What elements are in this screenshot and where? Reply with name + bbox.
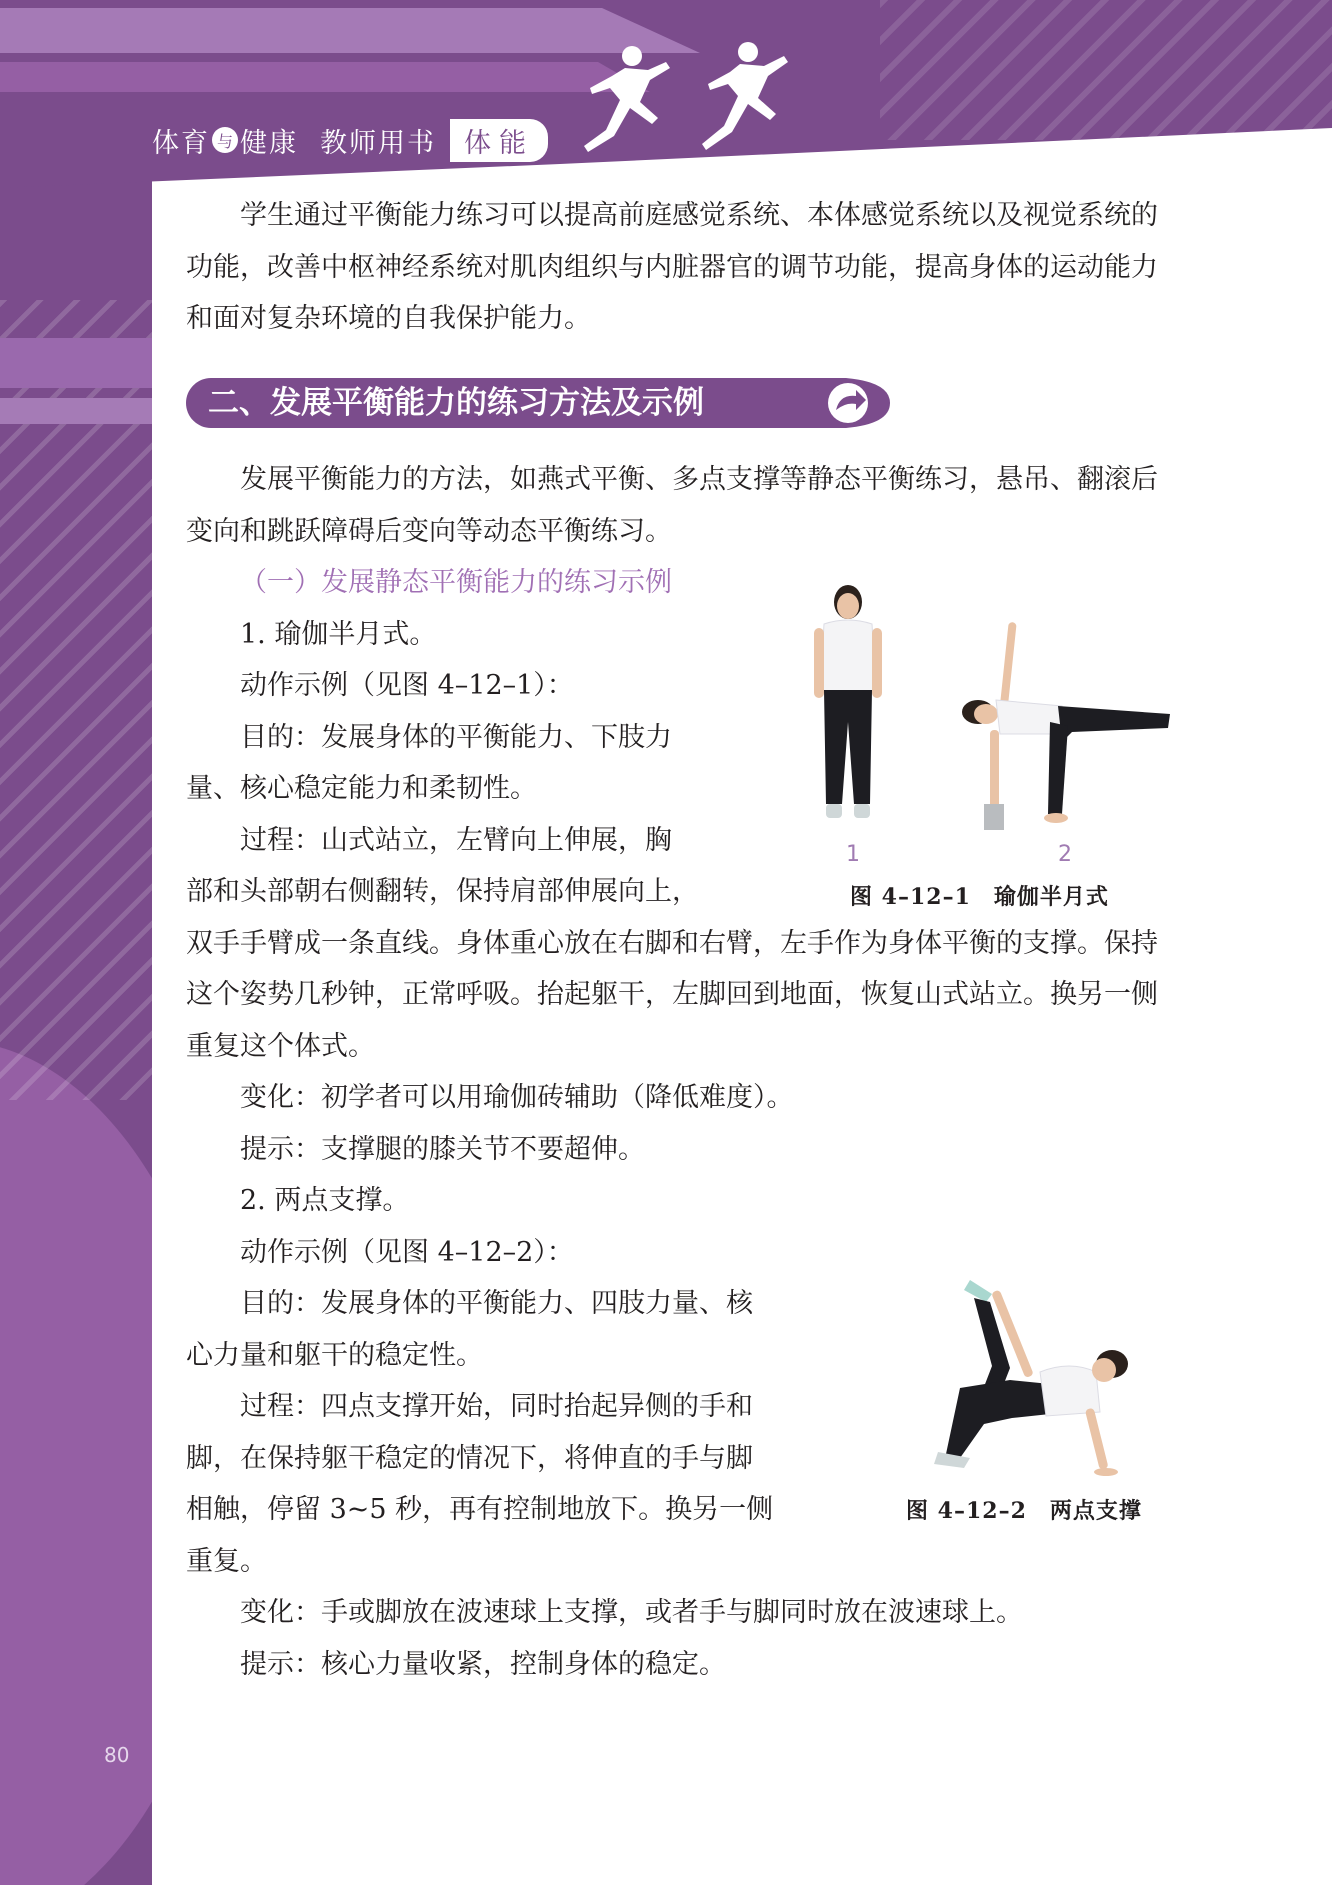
book-title-part2: 健康 xyxy=(240,127,298,159)
ex1-process-line2: 部和头部朝右侧翻转，保持肩部伸展向上， xyxy=(186,876,699,907)
ex2-process-line4: 重复。 xyxy=(186,1545,267,1577)
figure1-step1-number: 1 xyxy=(846,842,860,867)
two-point-figure xyxy=(934,1280,1128,1476)
book-kind: 教师用书 xyxy=(320,127,436,159)
ex2-tip: 提示：核心力量收紧，控制身体的稳定。 xyxy=(240,1648,726,1680)
ex1-example-ref: 动作示例（见图 4–12–1）： xyxy=(240,670,574,701)
ex1-title: 1. 瑜伽半月式。 xyxy=(240,618,437,650)
figure-two-point-support xyxy=(900,1268,1180,1488)
ex1-process-line1: 过程：山式站立，左臂向上伸展，胸 xyxy=(240,824,672,856)
left-margin-decoration xyxy=(0,0,152,1885)
ex2-process-line3: 相触，停留 3~5 秒，再有控制地放下。换另一侧 xyxy=(186,1494,774,1525)
ex2-purpose-line2: 心力量和躯干的稳定性。 xyxy=(186,1339,483,1371)
sub-heading: （一）发展静态平衡能力的练习示例 xyxy=(240,567,672,598)
ex1-process-rest: 双手手臂成一条直线。身体重心放在右脚和右臂，左手作为身体平衡的支撑。保持这个姿势几秒钟，正常呼吸。抬起躯干，左脚回到地面，恢复山式站立。换另一侧重复这个体式。 xyxy=(186,927,1158,1062)
ex2-example-ref: 动作示例（见图 4–12–2）： xyxy=(240,1236,574,1268)
standing-figure xyxy=(814,585,882,818)
section-heading: 二、发展平衡能力的练习方法及示例 xyxy=(208,385,704,421)
runners-icon xyxy=(570,40,810,160)
ex2-title: 2. 两点支撑。 xyxy=(240,1185,410,1216)
book-title-part1: 体育 xyxy=(152,127,210,159)
decor-band xyxy=(0,398,152,424)
intro-paragraph: 学生通过平衡能力练习可以提高前庭感觉系统、本体感觉系统以及视觉系统的功能，改善中枢神经系统对肌肉组织与内脏器官的调节功能，提高身体的运动能力和面对复杂环境的自我保护能力。 xyxy=(186,200,1158,334)
book-title-badge: 与 xyxy=(212,127,238,153)
figure2-caption: 图 4–12–2 两点支撑 xyxy=(906,1498,1142,1524)
figure1-caption: 图 4–12–1 瑜伽半月式 xyxy=(850,884,1109,910)
decor-chevrons xyxy=(880,0,1332,140)
page-number: 80 xyxy=(104,1743,130,1767)
ex1-purpose-line2: 量、核心稳定能力和柔韧性。 xyxy=(186,773,537,804)
ex2-process-line2: 脚，在保持躯干稳定的情况下，将伸直的手与脚 xyxy=(186,1442,753,1474)
half-moon-figure xyxy=(962,622,1170,830)
figure1-step2-number: 2 xyxy=(1058,842,1072,867)
ex2-variation: 变化：手或脚放在波速球上支撑，或者手与脚同时放在波速球上。 xyxy=(240,1597,1023,1628)
ex1-purpose-line1: 目的：发展身体的平衡能力、下肢力 xyxy=(240,721,672,753)
section-label: 体能 xyxy=(450,119,548,162)
ex2-purpose-line1: 目的：发展身体的平衡能力、四肢力量、核 xyxy=(240,1288,753,1319)
decor-band xyxy=(0,338,152,388)
decor-stripe xyxy=(0,62,650,92)
section-heading-bar xyxy=(186,378,890,428)
book-title xyxy=(152,122,548,158)
ex2-process-line1: 过程：四点支撑开始，同时抬起异侧的手和 xyxy=(240,1391,753,1422)
ex1-tip: 提示：支撑腿的膝关节不要超伸。 xyxy=(240,1133,645,1165)
page-body xyxy=(186,190,1178,345)
arrow-badge-icon xyxy=(806,378,890,428)
ex1-variation: 变化：初学者可以用瑜伽砖辅助（降低难度）。 xyxy=(240,1082,794,1113)
section-intro-paragraph: 发展平衡能力的方法，如燕式平衡、多点支撑等静态平衡练习，悬吊、翻滚后变向和跳跃障碍后变向等动态平衡练习。 xyxy=(186,464,1158,547)
